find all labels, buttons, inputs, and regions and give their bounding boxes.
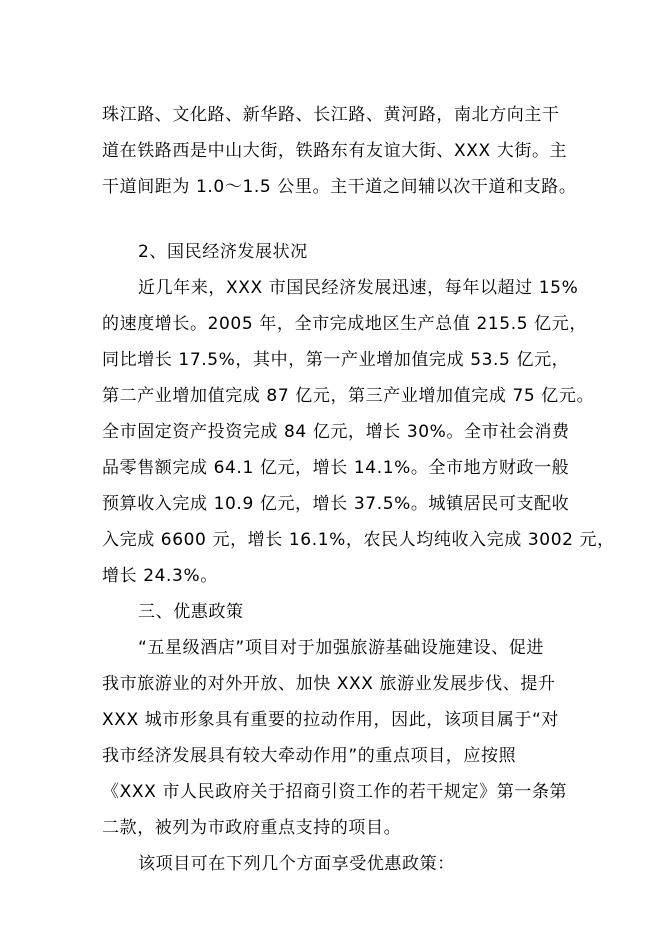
economy-line-5: 全市固定资产投资完成 84 亿元，增长 30%。全市社会消费: [102, 422, 570, 442]
policy-line-6: 二款，被列为市政府重点支持的项目。: [102, 818, 402, 838]
section2-heading: 2、国民经济发展状况: [138, 242, 308, 262]
economy-line-1: 近几年来，XXX 市国民经济发展迅速，每年以超过 15%: [138, 278, 579, 298]
policy-line-1: “五星级酒店”项目对于加强旅游基础设施建设、促进: [138, 638, 545, 658]
intro-line-2: 道在铁路西是中山大街，铁路东有友谊大街、XXX 大街。主: [102, 141, 568, 161]
closing-line: 该项目可在下列几个方面享受优惠政策：: [138, 854, 455, 874]
economy-line-8: 入完成 6600 元，增长 16.1%，农民人均纯收入完成 3002 元，: [102, 530, 615, 550]
intro-line-3: 干道间距为 1.0～1.5 公里。主干道之间辅以次干道和支路。: [102, 177, 577, 197]
intro-line-1: 珠江路、文化路、新华路、长江路、黄河路，南北方向主干: [102, 105, 560, 125]
policy-line-2: 我市旅游业的对外开放、加快 XXX 旅游业发展步伐、提升: [102, 674, 556, 694]
economy-line-9: 增长 24.3%。: [102, 566, 218, 586]
economy-line-2: 的速度增长。2005 年，全市完成地区生产总值 215.5 亿元，: [102, 314, 587, 334]
economy-line-7: 预算收入完成 10.9 亿元，增长 37.5%。城镇居民可支配收: [102, 494, 570, 514]
policy-line-4: 我市经济发展具有较大牵动作用”的重点项目，应按照: [102, 746, 517, 766]
economy-line-3: 同比增长 17.5%，其中，第一产业增加值完成 53.5 亿元，: [102, 350, 570, 370]
economy-line-4: 第二产业增加值完成 87 亿元，第三产业增加值完成 75 亿元。: [102, 386, 595, 406]
policy-line-3: XXX 城市形象具有重要的拉动作用，因此，该项目属于“对: [102, 710, 559, 730]
section3-heading: 三、优惠政策: [138, 602, 244, 622]
policy-line-5: 《XXX 市人民政府关于招商引资工作的若干规定》第一条第: [102, 782, 568, 802]
economy-line-6: 品零售额完成 64.1 亿元，增长 14.1%。全市地方财政一般: [102, 458, 570, 478]
